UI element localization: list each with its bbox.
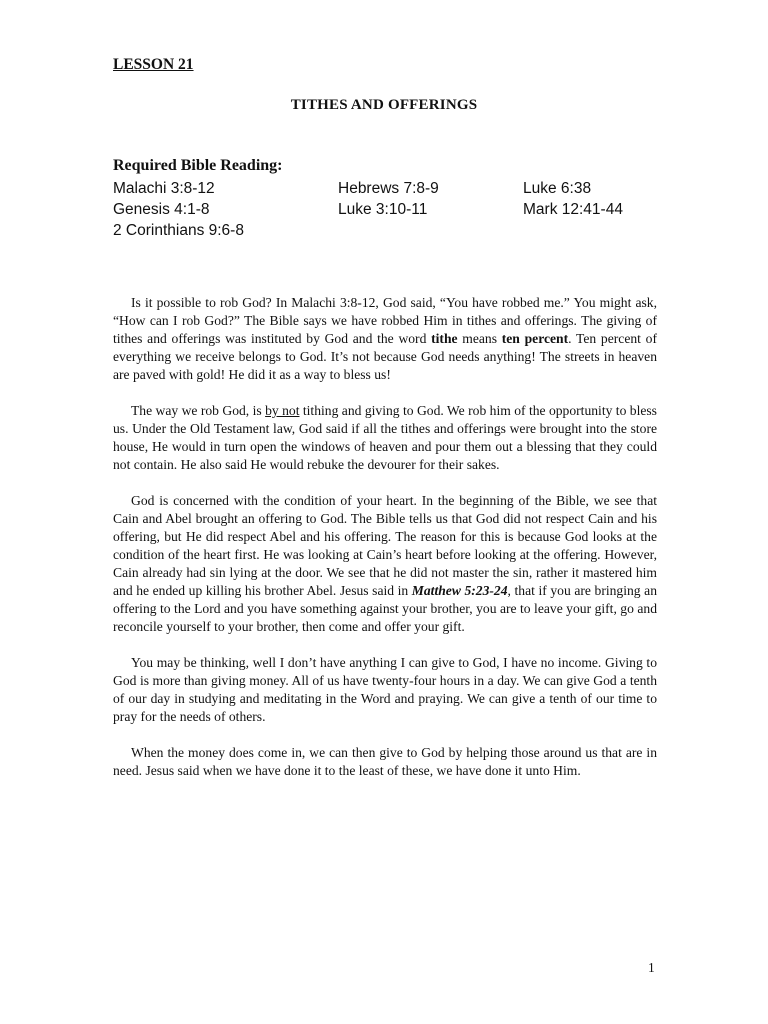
paragraph-2: The way we rob God, is by not tithing and giving to God. We rob him of the opportunity to bless us. Under the Old Testament law, God said if all the tithes and offerings were brought into the store house, He would in turn open the windows of heaven and pour them out a blessing that they could not contain. He also said He would rebuke the devourer for their sakes. [113, 403, 657, 472]
paragraph-1: Is it possible to rob God? In Malachi 3:8-12, God said, “You have robbed me.” You might ask, “How can I rob God?” The Bible says we have robbed Him in tithes and offerings. The giving of tithes and offerings was instituted by God and the word tithe means ten percent. Ten percent of everything we receive belongs to God. It’s not because God needs anything! The streets in heaven are paved with gold! He did it as a way to bless us! [113, 295, 657, 382]
term-tithe: tithe [431, 331, 458, 346]
reading-ref: Luke 3:10-11 [338, 201, 428, 218]
reading-ref: Mark 12:41-44 [523, 201, 623, 218]
reading-list [113, 178, 673, 241]
required-reading-heading: Required Bible Reading: [113, 157, 283, 174]
reading-ref: 2 Corinthians 9:6-8 [113, 222, 244, 239]
term-ten-percent: ten percent [501, 331, 569, 346]
reading-ref: Luke 6:38 [523, 180, 592, 197]
paragraph-5: When the money does come in, we can then give to God by helping those around us that are in need. Jesus said when we have done it to the least of these, we have done it unto Him. [113, 745, 657, 778]
lesson-body [113, 294, 657, 798]
page-number: 1 [648, 960, 655, 975]
paragraph-4: You may be thinking, well I don’t have anything I can give to God, I have no income. Giving to God is more than giving money. All of us have twenty-four hours in a day. We can give God a tenth of our day in studying and meditating in the Word and praying. We can give a tenth of our time to pray for the needs of others. [113, 655, 657, 724]
reading-ref: Malachi 3:8-12 [113, 180, 215, 197]
emphasis-by-not: by not [265, 403, 300, 418]
reading-ref: Hebrews 7:8-9 [338, 180, 439, 197]
lesson-label: LESSON 21 [113, 56, 194, 73]
reading-row [113, 199, 673, 220]
reading-row [113, 220, 673, 241]
reading-row [113, 178, 673, 199]
paragraph-3: God is concerned with the condition of your heart. In the beginning of the Bible, we see that Cain and Abel brought an offering to God. The Bible tells us that God did not respect Cain and his offering, but He did respect Abel and his offering. The reason for this is because God looks at the condition of the heart first. He was looking at Cain’s heart before looking at the offering. However, Cain already had sin lying at the door. We see that he did not master the sin, rather it mastered him and he ended up killing his brother Abel. Jesus said in Matthew 5:23-24, that if you are bringing an offering to the Lord and you have something against your brother, you are to leave your gift, go and reconcile yourself to your brother, then come and offer your gift. [113, 493, 657, 634]
reading-ref: Genesis 4:1-8 [113, 201, 210, 218]
scripture-reference: Matthew 5:23-24 [411, 583, 508, 598]
page-title: TITHES AND OFFERINGS [290, 97, 478, 113]
